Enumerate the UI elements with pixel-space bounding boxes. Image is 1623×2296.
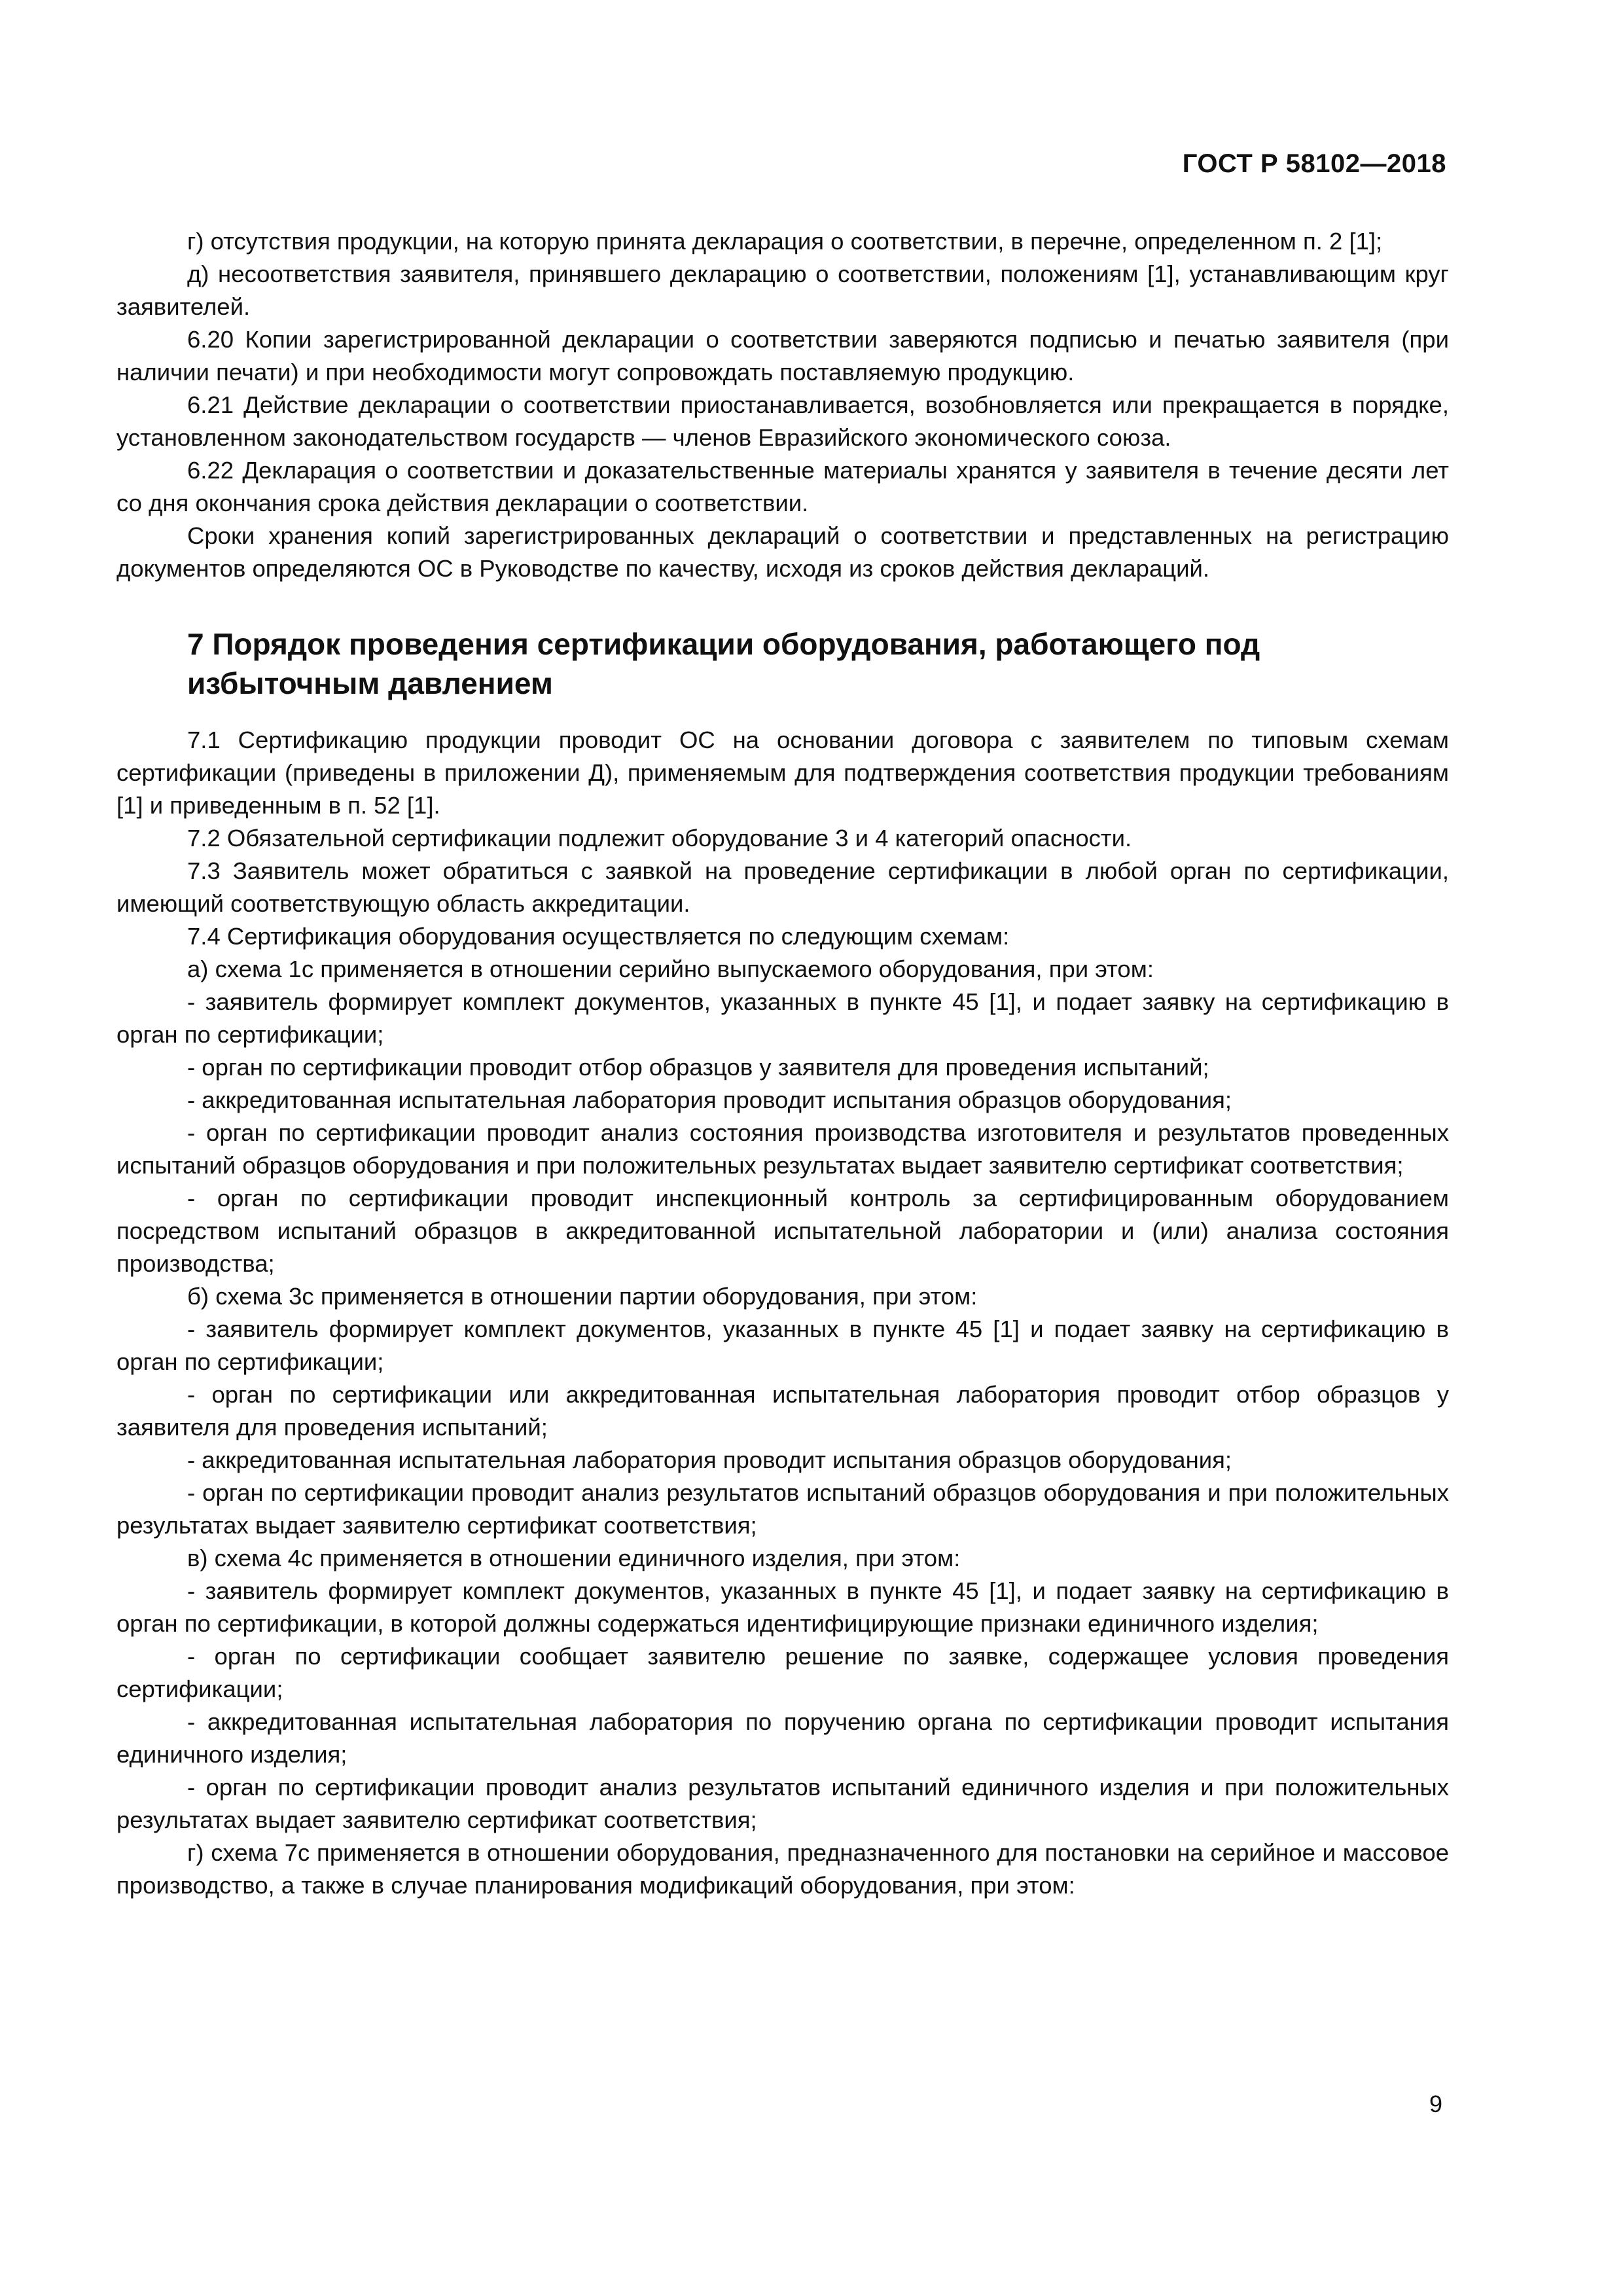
paragraph: 7.4 Сертификация оборудования осуществляется по следующим схемам: <box>187 923 1010 950</box>
list-item: - орган по сертификации проводит отбор образцов у заявителя для проведения испытаний; <box>187 1054 1209 1081</box>
paragraph: Сроки хранения копий зарегистрированных деклараций о соответствии и представленных на регистрацию документов определяются ОС в Руководстве по качеству, исходя из сроков действия деклараций. <box>116 522 1449 582</box>
paragraph: г) схема 7с применяется в отношении оборудования, предназначенного для постановки на серийное и массовое производство, а также в случае планирования модификаций оборудования, при этом: <box>116 1839 1449 1899</box>
paragraph: 7.1 Сертификацию продукции проводит ОС на основании договора с заявителем по типовым схемам сертификации (приведены в приложении Д), применяемым для подтверждения соответствия продукции требованиям [1] и приведенным в п. 52 [1]. <box>116 726 1449 819</box>
paragraph: 6.20 Копии зарегистрированной декларации о соответствии заверяются подписью и печатью заявителя (при наличии печати) и при необходимости могут сопровождать поставляемую продукцию. <box>116 326 1449 386</box>
paragraph: г) отсутствия продукции, на которую принята декларация о соответствии, в перечне, определенном п. 2 [1]; <box>187 228 1383 255</box>
paragraph: б) схема 3с применяется в отношении партии оборудования, при этом: <box>187 1283 978 1310</box>
paragraph: в) схема 4с применяется в отношении единичного изделия, при этом: <box>187 1545 961 1571</box>
paragraph: 7.2 Обязательной сертификации подлежит оборудование 3 и 4 категорий опасности. <box>187 825 1132 852</box>
list-item: - орган по сертификации или аккредитованная испытательная лаборатория проводит отбор образцов у заявителя для проведения испытаний; <box>116 1381 1449 1441</box>
list-item: - заявитель формирует комплект документов, указанных в пункте 45 [1] и подает заявку на сертификацию в орган по сертификации; <box>116 1316 1449 1375</box>
paragraph: 6.21 Действие декларации о соответствии приостанавливается, возобновляется или прекращается в порядке, установленном законодательством государств — членов Евразийского экономического союза. <box>116 391 1449 451</box>
list-item: - аккредитованная испытательная лаборатория проводит испытания образцов оборудования; <box>187 1446 1232 1473</box>
list-item: - заявитель формирует комплект документов, указанных в пункте 45 [1], и подает заявку на сертификацию в орган по сертификации; <box>116 988 1449 1048</box>
list-item: - орган по сертификации проводит инспекционный контроль за сертифицированным оборудованием посредством испытаний образцов в аккредитованной испытательной лаборатории и (или) анализа состояния производства; <box>116 1185 1449 1277</box>
paragraph: д) несоответствия заявителя, принявшего декларацию о соответствии, положениям [1], устанавливающим круг заявителей. <box>116 260 1449 320</box>
paragraph: а) схема 1с применяется в отношении серийно выпускаемого оборудования, при этом: <box>187 956 1154 982</box>
list-item: - заявитель формирует комплект документов, указанных в пункте 45 [1], и подает заявку на сертификацию в орган по сертификации, в которой должны содержаться идентифицирующие признаки единичного изделия; <box>116 1577 1449 1637</box>
page-content <box>116 225 1449 1902</box>
document-code-header: ГОСТ Р 58102—2018 <box>1182 149 1446 178</box>
paragraph: 6.22 Декларация о соответствии и доказательственные материалы хранятся у заявителя в течение десяти лет со дня окончания срока действия декларации о соответствии. <box>116 457 1449 516</box>
list-item: - орган по сертификации проводит анализ результатов испытаний образцов оборудования и при положительных результатах выдает заявителю сертификат соответствия; <box>116 1479 1449 1539</box>
list-item: - орган по сертификации проводит анализ состояния производства изготовителя и результатов проведенных испытаний образцов оборудования и при положительных результатах выдает заявителю сертификат соответствия; <box>116 1119 1449 1179</box>
list-item: - орган по сертификации проводит анализ результатов испытаний единичного изделия и при положительных результатах выдает заявителю сертификат соответствия; <box>116 1774 1449 1833</box>
page-number: 9 <box>1429 2090 1442 2117</box>
list-item: - орган по сертификации сообщает заявителю решение по заявке, содержащее условия проведения сертификации; <box>116 1643 1449 1702</box>
paragraph: 7.3 Заявитель может обратиться с заявкой на проведение сертификации в любой орган по сертификации, имеющий соответствующую область аккредитации. <box>116 857 1449 917</box>
list-item: - аккредитованная испытательная лаборатория по поручению органа по сертификации проводит испытания единичного изделия; <box>116 1708 1449 1768</box>
list-item: - аккредитованная испытательная лаборатория проводит испытания образцов оборудования; <box>187 1086 1232 1113</box>
section-heading: 7 Порядок проведения сертификации оборудования, работающего под избыточным давлением <box>187 627 1260 700</box>
